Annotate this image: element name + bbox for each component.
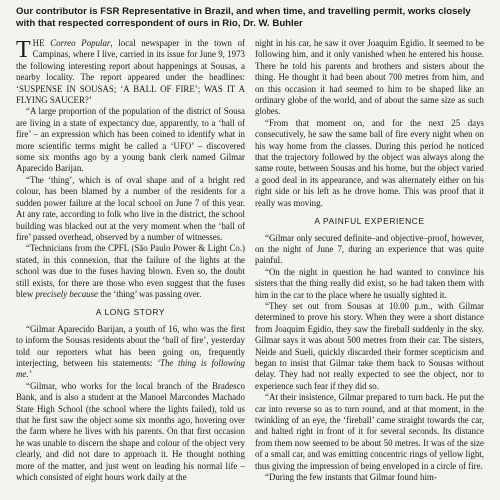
paragraph: “The ‘thing’, which is of oval shape and of a bright red colour, has been blamed by a number of the residents for a sudden power failure at the local school on June 7 of this year. At any rate, according to folk who live in the district, the school building was blacked out at the very moment when the ‘ball of fire’ passed overhead, observed by a number of witnesses. <box>16 174 245 242</box>
paragraph: “Gilmar only secured definite–and objective–proof, however, on the night of June 7, during an experience that was quite painful. <box>255 232 484 266</box>
paragraph: “A large proportion of the population of the district of Sousa are living in a state of expectancy due, apparently, to a ‘ball of fire’ – an expression which has been coined to identify what in more scientific terms might be called a ‘UFO’ – discovered some six months ago by a young bank clerk named Gilmar Aparecido Barijan. <box>16 106 245 174</box>
opening-paragraph: THE Correo Popular, local newspaper in the town of Campinas, where I live, carried in its issue for June 9, 1973 the following interesting report about happenings at Sousas, a nearby locality. The report appeared under the headlines: ‘SUSPENSE IN SOUSAS; ‘A BALL OF FIRE’; WAS IT A FLYING SAUCER?’ <box>16 37 245 106</box>
contributor-intro: Our contributor is FSR Representative in Brazil, and when time, and travelling permit, works closely with that respected correspondent of ours in Rio, Dr. W. Buhler <box>16 6 471 29</box>
paragraph: “Technicians from the CPFL (São Paulo Power & Light Co.) stated, in this connexion, that the failure of the lights at the school was due to the fuses having blown. Even so, the doubt still exists, for there are those who even suggest that the fuses blew precisely because the ‘thing’ was passing over. <box>16 243 245 299</box>
right-column <box>255 38 484 483</box>
paragraph: “From that moment on, and for the next 25 days consecutively, he saw the same ball of fire every night when on his way home from the classes. During this period he noticed that the trajectory followed by the object was always along the same route, between Sousas and his home, but the object varied a good deal in its appearance, and was alternately either on his right side or his left as he drove home. This was proof that it really was moving. <box>255 117 484 208</box>
drop-cap: T <box>16 37 31 63</box>
newspaper-name: Correo Popular <box>50 38 111 48</box>
paragraph: “At their insistence, Gilmar prepared to turn back. He put the car into reverse so as to turn round, and at that moment, in the twinkling of an eye, the ‘fireball’ came straight towards the car, and halted right in front of it for several seconds. Its distance from them now seemed to be about 50 metres. It was of the size of a small car, and was emitting concentric rings of yellow light, thus giving the impression of being enveloped in a circle of fire. <box>255 392 484 471</box>
section-heading: A LONG STORY <box>95 307 166 318</box>
paragraph: night in his car, he saw it over Joaquim Egidio. It seemed to be following him, and it only vanished when he entered his house. There he told his parents and brothers and sisters about the thing. He thought it had been about 700 metres from him, and on this occasion it had seemed to him to be shaped like an ordinary globe of the world, and of about the same size as such globes. <box>255 38 484 117</box>
article-columns <box>16 38 484 483</box>
paragraph: “Gilmar Aparecido Barijan, a youth of 16, who was the first to inform the Sousas residents about the ‘ball of fire’, yesterday told our reporters what has been going on, frequently interjecting, between his statements: ‘The thing is following me.’ <box>16 323 245 380</box>
left-column <box>16 38 245 483</box>
paragraph: “Gilmar, who works for the local branch of the Bradesco Bank, and is also a student at the Manoel Marcondes Machado State High School (the school where the lights failed), told us that he first saw the object some six months ago, hovering over the farm where he lives with his parents. On that first occasion he was unable to discern the shape and colour of the object very clearly, and did not dare to approach it. He thought nothing more of the matter, and just went on leading his normal life – which consisted of eight hours work daily at the <box>16 380 245 483</box>
paragraph: “They set out from Sousas at 10.00 p.m., with Gilmar determined to prove his story. When they were a short distance from Joaquim Egidio, they saw the fireball suddenly in the sky. Gilmar says it was about 500 metres from their car. The sisters, Neide and Sueli, quickly discarded their former scepticism and began to insist that Gilmar take them back to Sousas without delay. They had not really expected to see the object, nor to experience such fear if they did so. <box>255 300 484 391</box>
section-heading: A PAINFUL EXPERIENCE <box>314 216 425 227</box>
paragraph: “During the few instants that Gilmar found him- <box>265 472 437 483</box>
paragraph: “On the night in question he had wanted to convince his sisters that the thing really did exist, so he had taken them with him in the car to the place where he usually sighted it. <box>255 266 484 300</box>
